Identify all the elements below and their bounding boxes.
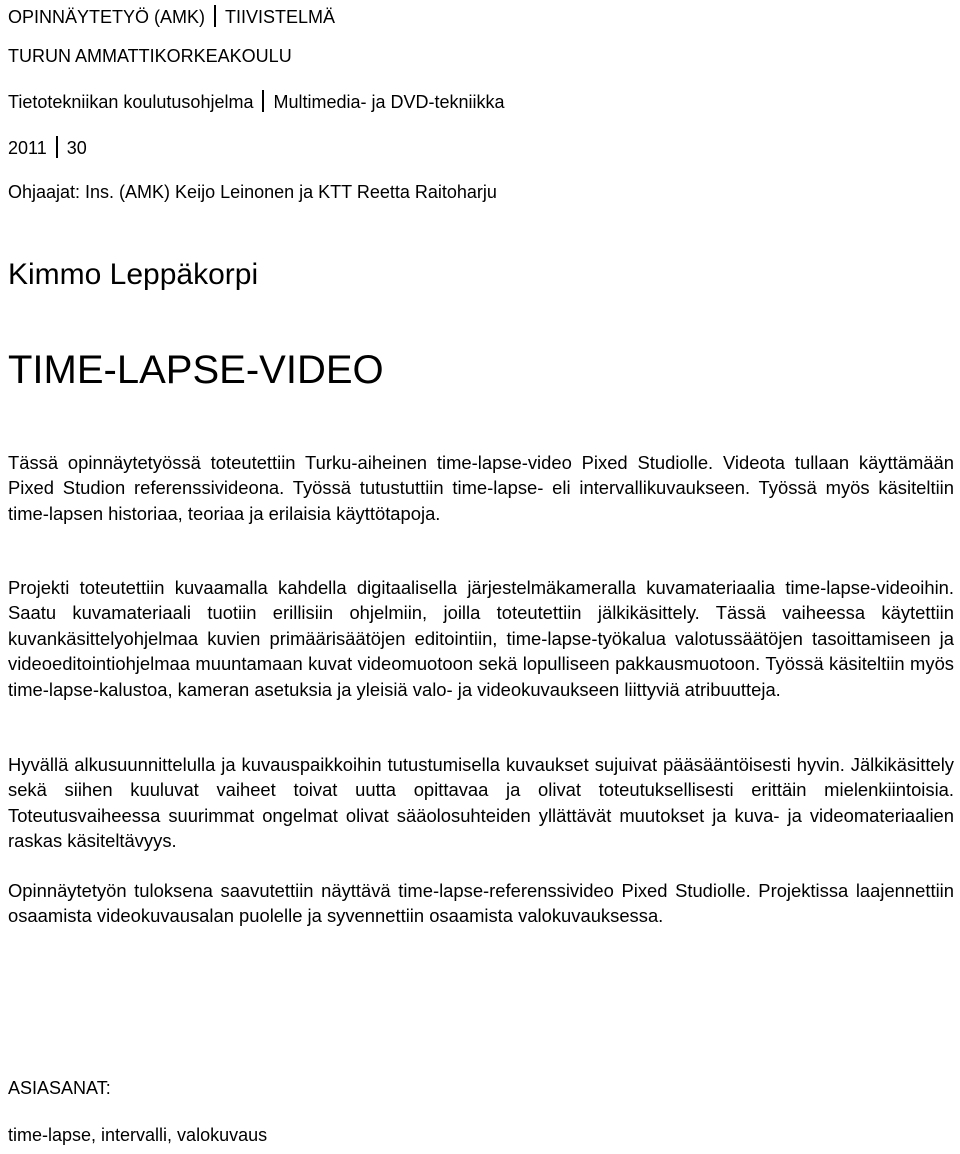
document-type-line bbox=[8, 5, 335, 28]
university-name: TURUN AMMATTIKORKEAKOULU bbox=[8, 46, 292, 66]
separator bbox=[214, 5, 216, 27]
separator bbox=[56, 136, 58, 158]
abstract-paragraph-3: Hyvällä alkusuunnittelulla ja kuvauspaikkoihin tutustumisella kuvaukset sujuivat pääsääntöisesti hyvin. Jälkikäsittely sekä siihen kuuluvat vaiheet toivat uutta opittavaa ja olivat toteutuksellisesti erittäin mielenkiintoisia. Toteutusvaiheessa suurimmat ongelmat olivat sääolosuhteiden yllättävät muutokset ja kuva- ja videomateriaalien raskas käsiteltävyys. bbox=[8, 754, 954, 852]
year: 2011 bbox=[8, 138, 47, 158]
keywords-value: time-lapse, intervalli, valokuvaus bbox=[8, 1125, 268, 1145]
author-name: Kimmo Leppäkorpi bbox=[8, 258, 259, 291]
degree-programme: Tietotekniikan koulutusohjelma bbox=[8, 92, 254, 112]
abstract-paragraph-2: Projekti toteutettiin kuvaamalla kahdella digitaalisella järjestelmäkameralla kuvamateriaalia time-lapse-videoihin. Saatu kuvamateriaali tuotiin erillisiin ohjelmiin, joilla toteutettiin jälkikäsittely. Tässä vaiheessa käytettiin kuvankäsittelyohjelmaa kuvien primäärisäätöjen editointiin, time-lapse-työkalua valotussäätöjen tasoittamiseen ja videoeditointiohjelmaa muuntamaan kuvat videomuotoon sekä lopulliseen pakkausmuotoon. Työssä käsiteltiin myös time-lapse-kalustoa, kameran asetuksia ja yleisiä valo- ja videokuvaukseen liittyviä atribuutteja. bbox=[8, 577, 954, 700]
page-count: 30 bbox=[66, 138, 87, 158]
thesis-title: TIME-LAPSE-VIDEO bbox=[8, 348, 384, 392]
document-type: OPINNÄYTETYÖ (AMK) bbox=[8, 7, 206, 27]
specialisation: Multimedia- ja DVD-tekniikka bbox=[273, 92, 505, 112]
year-pages-line bbox=[8, 136, 87, 159]
document-kind: TIIVISTELMÄ bbox=[225, 7, 336, 27]
supervisors: Ohjaajat: Ins. (AMK) Keijo Leinonen ja KTT Reetta Raitoharju bbox=[8, 182, 497, 202]
abstract-paragraph-1: Tässä opinnäytetyössä toteutettiin Turku-aiheinen time-lapse-video Pixed Studiolle. Videota tullaan käyttämään Pixed Studion referenssivideona. Työssä tutustuttiin time-lapse- eli intervallikuvaukseen. Työssä myös käsiteltiin time-lapsen historiaa, teoriaa ja erilaisia käyttötapoja. bbox=[8, 452, 954, 524]
abstract-paragraph-4: Opinnäytetyön tuloksena saavutettiin näyttävä time-lapse-referenssivideo Pixed Studiolle. Projektissa laajennettiin osaamista videokuvausalan puolelle ja syvennettiin osaamista valokuvauksessa. bbox=[8, 880, 954, 927]
separator bbox=[262, 90, 264, 112]
programme-line bbox=[8, 90, 505, 113]
keywords-label: ASIASANAT: bbox=[8, 1078, 111, 1098]
